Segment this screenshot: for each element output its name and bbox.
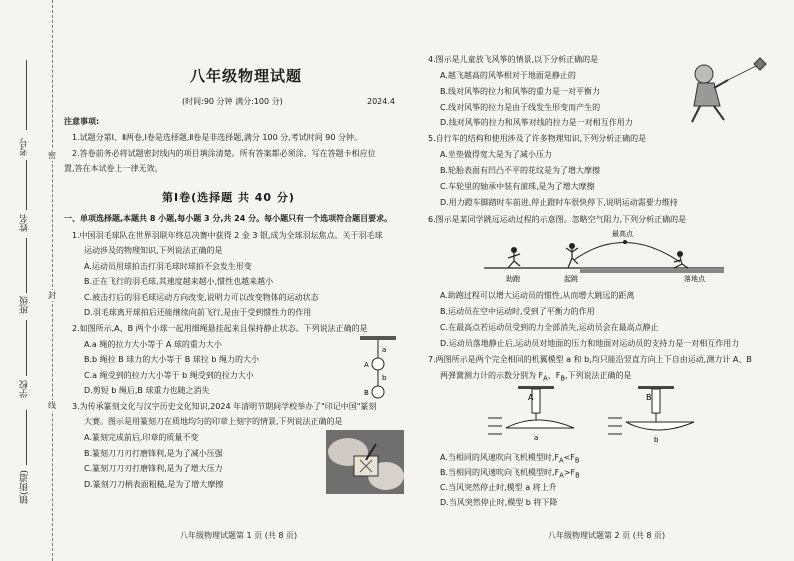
q2-ceiling xyxy=(360,336,396,340)
line-kaohao xyxy=(26,60,27,130)
q6-trajectory xyxy=(574,242,680,262)
label-kaohao: 考号 xyxy=(20,138,30,156)
seal-feng: 封 xyxy=(48,291,56,300)
q7-fig-label-A: A xyxy=(528,393,534,402)
seal-mi: 密 xyxy=(48,151,56,160)
q6-option-c: C.在最高点若运动员受到的力全部消失,运动员会在最高点静止 xyxy=(440,323,659,332)
q2-fig-label-a: a xyxy=(382,346,387,354)
q5-option-a: A.坐垫做得宽大是为了减小压力 xyxy=(440,150,552,159)
q2-fig-label-b: b xyxy=(382,374,387,382)
q7-fig-label-B: B xyxy=(646,393,652,402)
page-1 xyxy=(62,0,408,561)
q7-stem-1: 7.两图所示是两个完全相同的机翼模型 a 和 b,均只能沿竖直方向上下自由运动,测力计 A、B xyxy=(428,355,752,364)
q6-lander xyxy=(674,257,688,268)
page1-footer: 八年级物理试题第 1 页 (共 8 页) xyxy=(180,531,298,540)
q3-stem-1: 3.为传承篆刻文化与汉字历史文化知识,2024 年清明节期间学校举办了"印记中国"篆刻 xyxy=(72,402,377,411)
notice-1: 1.试题分第Ⅰ、Ⅱ两卷,Ⅰ卷是选择题,Ⅱ卷是非选择题,满分 100 分,考试时间 90 分钟。 xyxy=(72,133,363,142)
q7-wing-b xyxy=(626,422,694,430)
section-title: 第Ⅰ卷(选择题 共 40 分) xyxy=(162,191,295,204)
q4-child-head xyxy=(695,65,713,83)
notice-2b: 置,答在本试卷上一律无效。 xyxy=(64,164,163,173)
q2-fig-label-A: A xyxy=(364,361,369,369)
label-xuexiao: 学校 xyxy=(20,380,30,398)
q7-option-d: D.当风突然停止时,模型 b 将下降 xyxy=(440,498,558,507)
q2-option-a: A.a 绳的拉力大小等于 A 球的重力大小 xyxy=(84,340,222,349)
q7-option-c: C.当风突然停止时,模型 a 将上升 xyxy=(440,483,557,492)
q2-ball-b xyxy=(372,386,384,398)
q6-option-a: A.助跑过程可以增大运动员的惯性,从而增大跳远的距离 xyxy=(440,291,635,300)
q2-option-c: C.a 绳受到的拉力大小等于 b 绳受到的拉力大小 xyxy=(84,371,254,380)
q6-stem: 6.图示是某同学跳远运动过程的示意图。忽略空气阻力,下列分析正确的是 xyxy=(428,215,687,224)
q6-option-d: D.运动员落地静止后,运动员对地面的压力和地面对运动员的支持力是一对相互作用力 xyxy=(440,339,740,348)
q4-kite-string xyxy=(728,64,760,80)
q6-long-jump-figure xyxy=(484,228,724,284)
q6-label-takeoff: 起跳 xyxy=(564,275,578,283)
q3-option-d: D.篆刻刀刀柄表面粗糙,是为了增大摩擦 xyxy=(84,480,224,489)
q1-stem-2: 运动涉及的物理知识,下列说法正确的是 xyxy=(84,246,223,255)
q3-option-a: A.篆刻完成前后,印章的质量不变 xyxy=(84,433,199,442)
q6-sand-pit xyxy=(580,268,724,273)
q4-kite-figure xyxy=(684,56,770,126)
seal-dashed-line xyxy=(52,0,53,561)
q7-fig-label-a: a xyxy=(534,434,539,442)
q5-option-d: D.用力蹬车脚踏时车前进,停止蹬时车很快停下,说明运动需要力维持 xyxy=(440,198,678,207)
q2-option-b: B.b 绳拉 B 球力的大小等于 B 球拉 b 绳力的大小 xyxy=(84,355,259,364)
exam-meta: (时间:90 分钟 满分:100 分) xyxy=(182,97,283,106)
q1-option-d: D.羽毛球离开球拍后还能继续向前飞行,是由于受到惯性力的作用 xyxy=(84,308,312,317)
q6-option-b: B.运动员在空中运动时,受到了平衡力的作用 xyxy=(440,307,595,316)
q4-option-d: D.线对风筝的拉力和风筝对线的拉力是一对相互作用力 xyxy=(440,118,633,127)
q7-option-b: B.当相同的风速吹向飞机模型时$,F_A>F_B$ xyxy=(440,468,580,480)
part1-heading: 一、单项选择题,本题共 8 小题,每小题 3 分,共 24 分。每小题只有一个选项符合题目要求。 xyxy=(64,214,393,223)
q2-figure xyxy=(358,334,398,406)
q3-seal-carving-photo xyxy=(326,430,404,494)
q2-fig-label-B: B xyxy=(364,389,369,397)
q6-label-highest: 最高点 xyxy=(612,230,633,238)
page-title: 八年级物理试题 xyxy=(190,67,303,85)
q4-kite xyxy=(754,58,766,70)
exam-date: 2024.4 xyxy=(367,97,395,106)
label-banji: 班级 xyxy=(20,296,30,314)
q1-option-b: B.正在飞行的羽毛球,其速度越来越小,惯性也越来越小 xyxy=(84,277,274,286)
q6-highest-point xyxy=(623,240,627,244)
line-zhen xyxy=(26,410,27,465)
page2-footer: 八年级物理试题第 2 页 (共 8 页) xyxy=(548,531,666,540)
seal-xian: 线 xyxy=(48,401,56,410)
q7-wing-a xyxy=(506,420,574,428)
q1-stem-1: 1.中国羽毛球队在世界羽联年终总决赛中获得 2 金 3 银,成为全球羽坛焦点。关于羽毛球 xyxy=(72,231,383,240)
q6-runner xyxy=(508,253,520,268)
label-zhen: 镇(街道) xyxy=(20,470,30,505)
q5-stem: 5.自行车的结构和使用涉及了许多物理知识,下列分析正确的是 xyxy=(428,134,647,143)
q7-spring-scale-b xyxy=(652,389,660,413)
line-banji xyxy=(26,238,27,293)
q2-ball-a xyxy=(372,358,384,370)
q6-label-landing: 落地点 xyxy=(684,275,705,283)
line-xingming xyxy=(26,160,27,210)
q6-label-runup: 助跑 xyxy=(506,275,520,283)
q5-option-b: B.轮胎表面有凹凸不平的花纹是为了增大摩擦 xyxy=(440,166,601,175)
notice-2a: 2.答卷前务必将试题密封线内的项目填涂清楚。所有答案都必须涂、写在答题卡相应位 xyxy=(72,149,376,158)
q7-wing-figure xyxy=(488,384,718,446)
binding-strip xyxy=(0,0,58,561)
q3-option-c: C.篆刻刀刀刃打磨锋利,是为了增大压力 xyxy=(84,464,223,473)
q1-option-a: A.运动员用球拍击打羽毛球时球拍不会发生形变 xyxy=(84,262,252,271)
q5-option-c: C.车轮里的轴承中装有滚珠,是为了增大摩擦 xyxy=(440,182,595,191)
q1-option-c: C.被击打后的羽毛球运动方向改变,说明力可以改变物体的运动状态 xyxy=(84,293,319,302)
q2-stem: 2.如图所示,A、B 两个小球一起用细绳悬挂起来且保持静止状态。下列说法正确的是 xyxy=(72,324,368,333)
page-2 xyxy=(428,0,786,561)
label-xingming: 姓名 xyxy=(20,214,30,232)
q7-stem-2: 两弹簧测力计的示数分别为 $F_A$、$F_B$,下列说法正确的是 xyxy=(440,371,632,383)
q3-stem-2: 大赛。图示是用篆刻刀在质地均匀的印章上刻字的情景,下列说法正确的是 xyxy=(84,417,343,426)
notice-title: 注意事项: xyxy=(64,117,100,126)
q3-option-b: B.篆刻刀刀刃打磨锋利,是为了减小压强 xyxy=(84,449,223,458)
q4-stem: 4.图示是儿童放飞风筝的情景,以下分析正确的是 xyxy=(428,55,599,64)
line-xuexiao xyxy=(26,320,27,376)
q7-option-a: A.当相同的风速吹向飞机模型时$,F_A<F_B$ xyxy=(440,453,580,465)
q4-option-b: B.线对风筝的拉力和风筝的重力是一对平衡力 xyxy=(440,87,601,96)
q4-option-c: C.线对风筝的拉力是由于线发生形变而产生的 xyxy=(440,103,601,112)
q7-fig-label-b: b xyxy=(654,436,659,444)
q2-option-d: D.剪短 b 绳后,B 球重力也随之消失 xyxy=(84,386,210,395)
q4-option-a: A.越飞越高的风筝相对于地面是静止的 xyxy=(440,71,576,80)
